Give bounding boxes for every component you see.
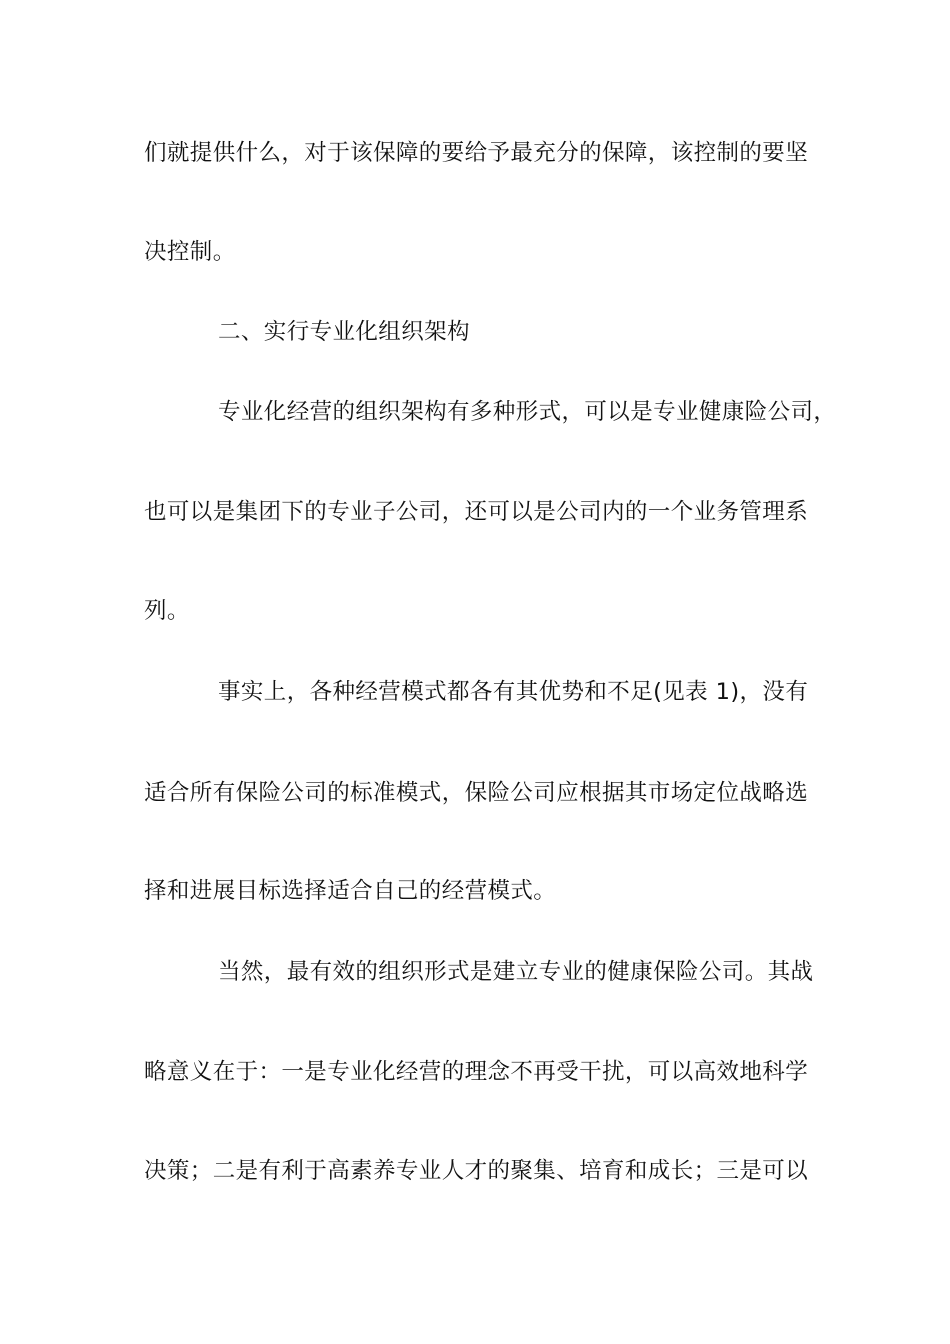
body-text-line: 略意义在于：一是专业化经营的理念不再受干扰，可以高效地科学 [144,1059,809,1085]
body-text-line: 列。 [144,598,190,624]
body-text-line: 也可以是集团下的专业子公司，还可以是公司内的一个业务管理系 [144,499,809,525]
paragraph-first-line: 事实上，各种经营模式都各有其优势和不足(见表 1)，没有 [218,679,809,705]
body-text-line: 适合所有保险公司的标准模式，保险公司应根据其市场定位战略选 [144,780,809,806]
paragraph-first-line: 当然，最有效的组织形式是建立专业的健康保险公司。其战 [218,959,814,985]
body-text-line: 择和进展目标选择适合自己的经营模式。 [144,878,557,904]
body-text-line: 决策；二是有利于高素养专业人才的聚集、培育和成长；三是可以 [144,1158,809,1184]
section-heading: 二、实行专业化组织架构 [218,319,470,345]
paragraph-first-line: 专业化经营的组织架构有多种形式，可以是专业健康险公司， [218,399,837,425]
body-text-line: 们就提供什么，对于该保障的要给予最充分的保障，该控制的要坚 [144,140,809,166]
body-text-line: 决控制。 [144,239,236,265]
